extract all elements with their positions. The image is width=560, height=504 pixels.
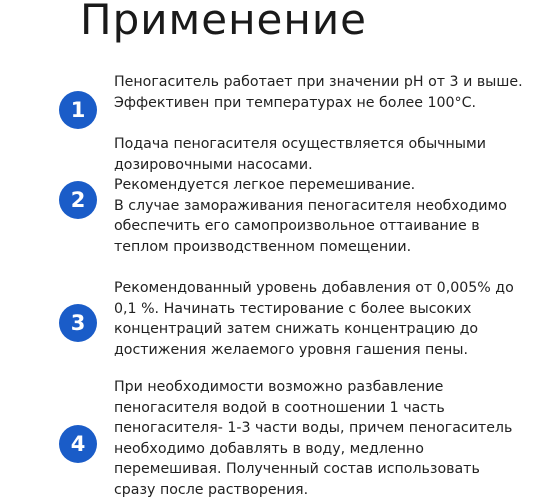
step-number-badge: 3 [59, 304, 97, 342]
step-number-badge: 2 [59, 181, 97, 219]
step-number-badge: 1 [59, 91, 97, 129]
step-text-line: перемешивая. Полученный состав использовать [114, 461, 480, 477]
step-text-line: достижения желаемого уровня гашения пены. [114, 341, 469, 358]
step-4-text [114, 377, 554, 500]
step-text-line: необходимо добавлять в воду, медленно [114, 440, 424, 457]
step-text-line: Эффективен при температурах не более 100°С. [114, 94, 477, 111]
step-text-line: Рекомендуется легкое перемешивание. [114, 177, 416, 193]
step-1-text [114, 72, 554, 113]
step-text-line: Пеногаситель работает при значении pH от 3 и выше. [114, 74, 523, 90]
step-text-line: 0,1 %. Начинать тестирование с более высоких [114, 300, 472, 317]
step-text-line: обеспечить его самопроизвольное оттаивание в [114, 218, 480, 234]
step-number-badge: 4 [59, 425, 97, 463]
step-text-line: При необходимости возможно разбавление [114, 379, 444, 395]
step-text-line: сразу после растворения. [114, 481, 309, 498]
step-text-line: Подача пеногасителя осуществляется обычными [114, 136, 486, 152]
step-text-line: концентраций затем снижать концентрацию до [114, 321, 479, 337]
step-text-line: Рекомендованный уровень добавления от 0,005% до [114, 280, 514, 296]
step-text-line: пеногасителя водой в соотношении 1 часть [114, 399, 445, 416]
step-3-text [114, 278, 554, 360]
step-text-line: В случае замораживания пеногасителя необходимо [114, 197, 507, 214]
step-text-line: дозировочными насосами. [114, 156, 313, 173]
step-text-line: теплом производственном помещении. [114, 238, 412, 255]
step-text-line: пеногасителя- 1-3 части воды, причем пеногаситель [114, 420, 513, 436]
step-2-text [114, 134, 554, 257]
page-title: Применение [80, 0, 367, 44]
